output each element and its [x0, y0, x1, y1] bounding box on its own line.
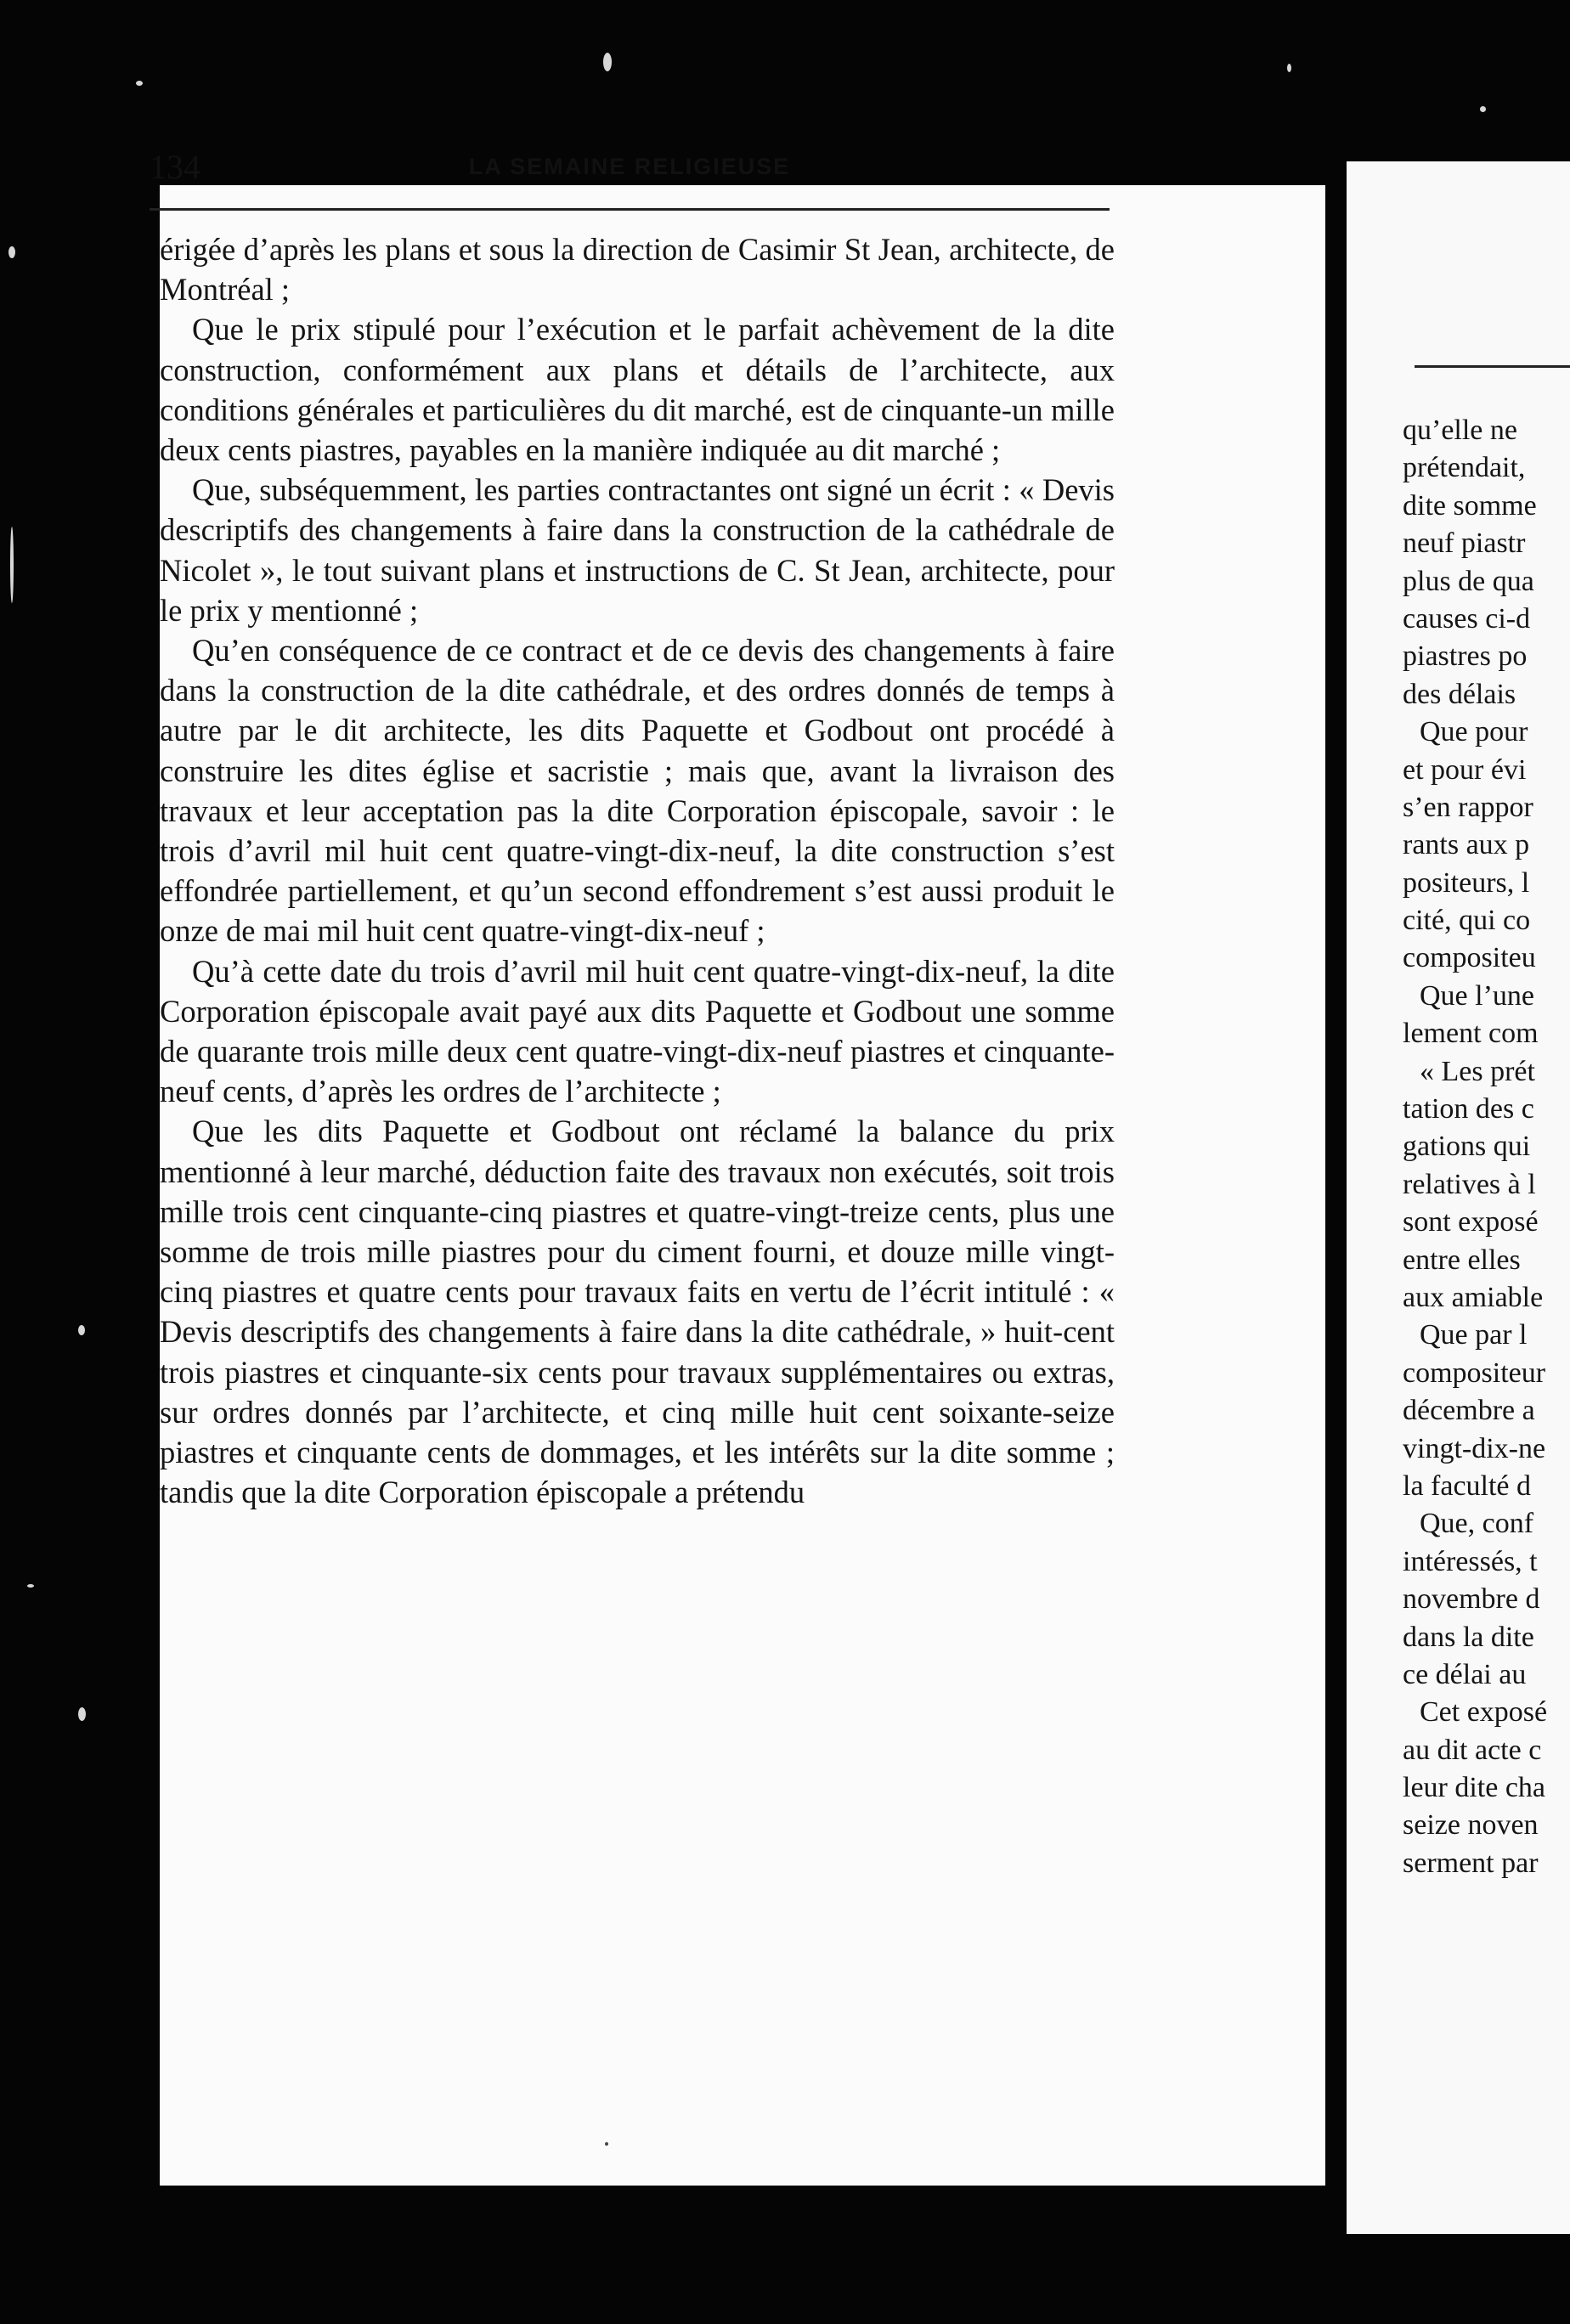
- text-line: intéressés, t: [1403, 1545, 1538, 1577]
- scan-speck: [1287, 64, 1291, 72]
- text-line: compositeu: [1403, 942, 1536, 974]
- text-line: gations qui: [1403, 1131, 1531, 1163]
- text-line: Que, conf: [1420, 1508, 1534, 1540]
- page-blemish: [605, 2142, 608, 2146]
- running-title: LA SEMAINE RELIGIEUSE: [468, 154, 791, 179]
- text-line: Que l’une: [1420, 979, 1535, 1012]
- text-line: Cet exposé: [1420, 1696, 1548, 1729]
- text-line: cité, qui co: [1403, 905, 1531, 937]
- text-line: positeurs, l: [1403, 866, 1530, 899]
- text-line: décembre a: [1403, 1395, 1535, 1427]
- right-page: [1347, 161, 1570, 2234]
- text-line: entre elles: [1403, 1244, 1521, 1276]
- text-line: plus de qua: [1403, 565, 1534, 597]
- paragraph: Que, subséquemment, les parties contractantes ont signé un écrit : « Devis descriptifs des changements à faire dans la construction de la cathédrale de Nicolet », le tout suivant plans et instructions de C. St Jean, architecte, pour le prix y mentionné ;: [160, 472, 1115, 628]
- text-line: Que par l: [1420, 1319, 1528, 1351]
- text-line: compositeur: [1403, 1357, 1546, 1389]
- text-line: ce délai au: [1403, 1658, 1527, 1690]
- text-line: causes ci-d: [1403, 602, 1531, 635]
- paragraph: Qu’en conséquence de ce contract et de ce devis des changements à faire dans la construction de la dite cathédrale, et des ordres donnés de temps à autre par le dit architecte, les dits Paquette et Godbout ont procédé à construire les dites église et sacristie ; mais que, avant la livraison des travaux et leur acceptation pas la dite Corporation épiscopale, savoir : le trois d’avril mil huit cent quatre-vingt-dix-neuf, la dite construction s’est effondrée partiellement, et qu’un second effondrement s’est aussi produit le onze de mai mil huit cent quatre-vingt-dix-neuf ;: [160, 633, 1115, 949]
- text-line: s’en rappor: [1403, 791, 1533, 823]
- scan-speck: [1480, 106, 1486, 112]
- scan-speck: [603, 53, 612, 71]
- text-line: tation des c: [1403, 1093, 1534, 1125]
- text-line: dite somme: [1403, 489, 1537, 522]
- scan-speck: [10, 527, 14, 603]
- paragraph: Que le prix stipulé pour l’exécution et le parfait achèvement de la dite construction, conformément aux plans et détails de l’architecte, aux conditions générales et particulières du dit marché, est de cinquante-un mille deux cents piastres, payables en la manière indiquée au dit marché ;: [160, 312, 1115, 468]
- text-line: piastres po: [1403, 640, 1528, 673]
- header-rule: [150, 208, 1110, 211]
- header-rule-right: [1415, 365, 1570, 368]
- text-line: seize noven: [1403, 1809, 1539, 1842]
- right-page-body: [1403, 412, 1570, 1882]
- text-line: Que pour: [1420, 716, 1528, 748]
- text-line: aux amiable: [1403, 1281, 1544, 1313]
- paragraph: Qu’à cette date du trois d’avril mil huit cent quatre-vingt-dix-neuf, la dite Corporation épiscopale avait payé aux dits Paquette et Godbout une somme de quarante trois mille deux cent quatre-vingt-dix-neuf piastres et cinquante-neuf cents, d’après les ordres de l’architecte ;: [160, 953, 1115, 1109]
- text-line: relatives à l: [1403, 1168, 1536, 1200]
- scan-speck: [78, 1707, 86, 1721]
- scan-speck: [8, 246, 15, 258]
- text-line: qu’elle ne: [1403, 415, 1517, 446]
- text-line: novembre d: [1403, 1583, 1540, 1616]
- scan-speck: [27, 1584, 34, 1588]
- scan-speck: [136, 81, 143, 86]
- text-line: neuf piastr: [1403, 527, 1526, 560]
- text-line: des délais: [1403, 678, 1516, 710]
- scan-speck: [78, 1325, 85, 1335]
- text-line: vingt-dix-ne: [1403, 1432, 1546, 1464]
- running-header: [150, 147, 1110, 186]
- text-line: et pour évi: [1403, 753, 1527, 786]
- text-line: lement com: [1403, 1018, 1539, 1050]
- text-line: au dit acte c: [1403, 1734, 1542, 1766]
- paragraph: érigée d’après les plans et sous la direction de Casimir St Jean, architecte, de Montréal ;: [160, 232, 1115, 307]
- text-line: sont exposé: [1403, 1206, 1539, 1238]
- text-line: serment par: [1403, 1847, 1539, 1879]
- text-line: « Les prét: [1420, 1055, 1535, 1087]
- page-number: 134: [150, 148, 200, 186]
- paragraph: Que les dits Paquette et Godbout ont réclamé la balance du prix mentionné à leur marché, déduction faite des travaux non exécutés, soit trois mille trois cent cinquante-cinq piastres et quatre-vingt-treize cents, plus une somme de trois mille piastres pour du ciment fourni, et douze mille vingt-cinq piastres et quatre cents pour travaux faits en vertu de l’écrit intitulé : « Devis descriptifs des changements à faire dans la dite cathédrale, » huit-cent trois piastres et cinquante-six cents pour travaux supplémentaires ou extras, sur ordres donnés par l’architecte, et cinq mille huit cent soixante-seize piastres et cinquante cents de dommages, et les intérêts sur la dite somme ; tandis que la dite Corporation épiscopale a prétendu: [160, 1114, 1115, 1510]
- text-line: leur dite cha: [1403, 1772, 1546, 1804]
- left-page-body: [160, 229, 1115, 1513]
- text-line: prétendait,: [1403, 452, 1526, 484]
- text-line: rants aux p: [1403, 829, 1530, 861]
- text-line: dans la dite: [1403, 1621, 1534, 1653]
- text-line: la faculté d: [1403, 1469, 1532, 1502]
